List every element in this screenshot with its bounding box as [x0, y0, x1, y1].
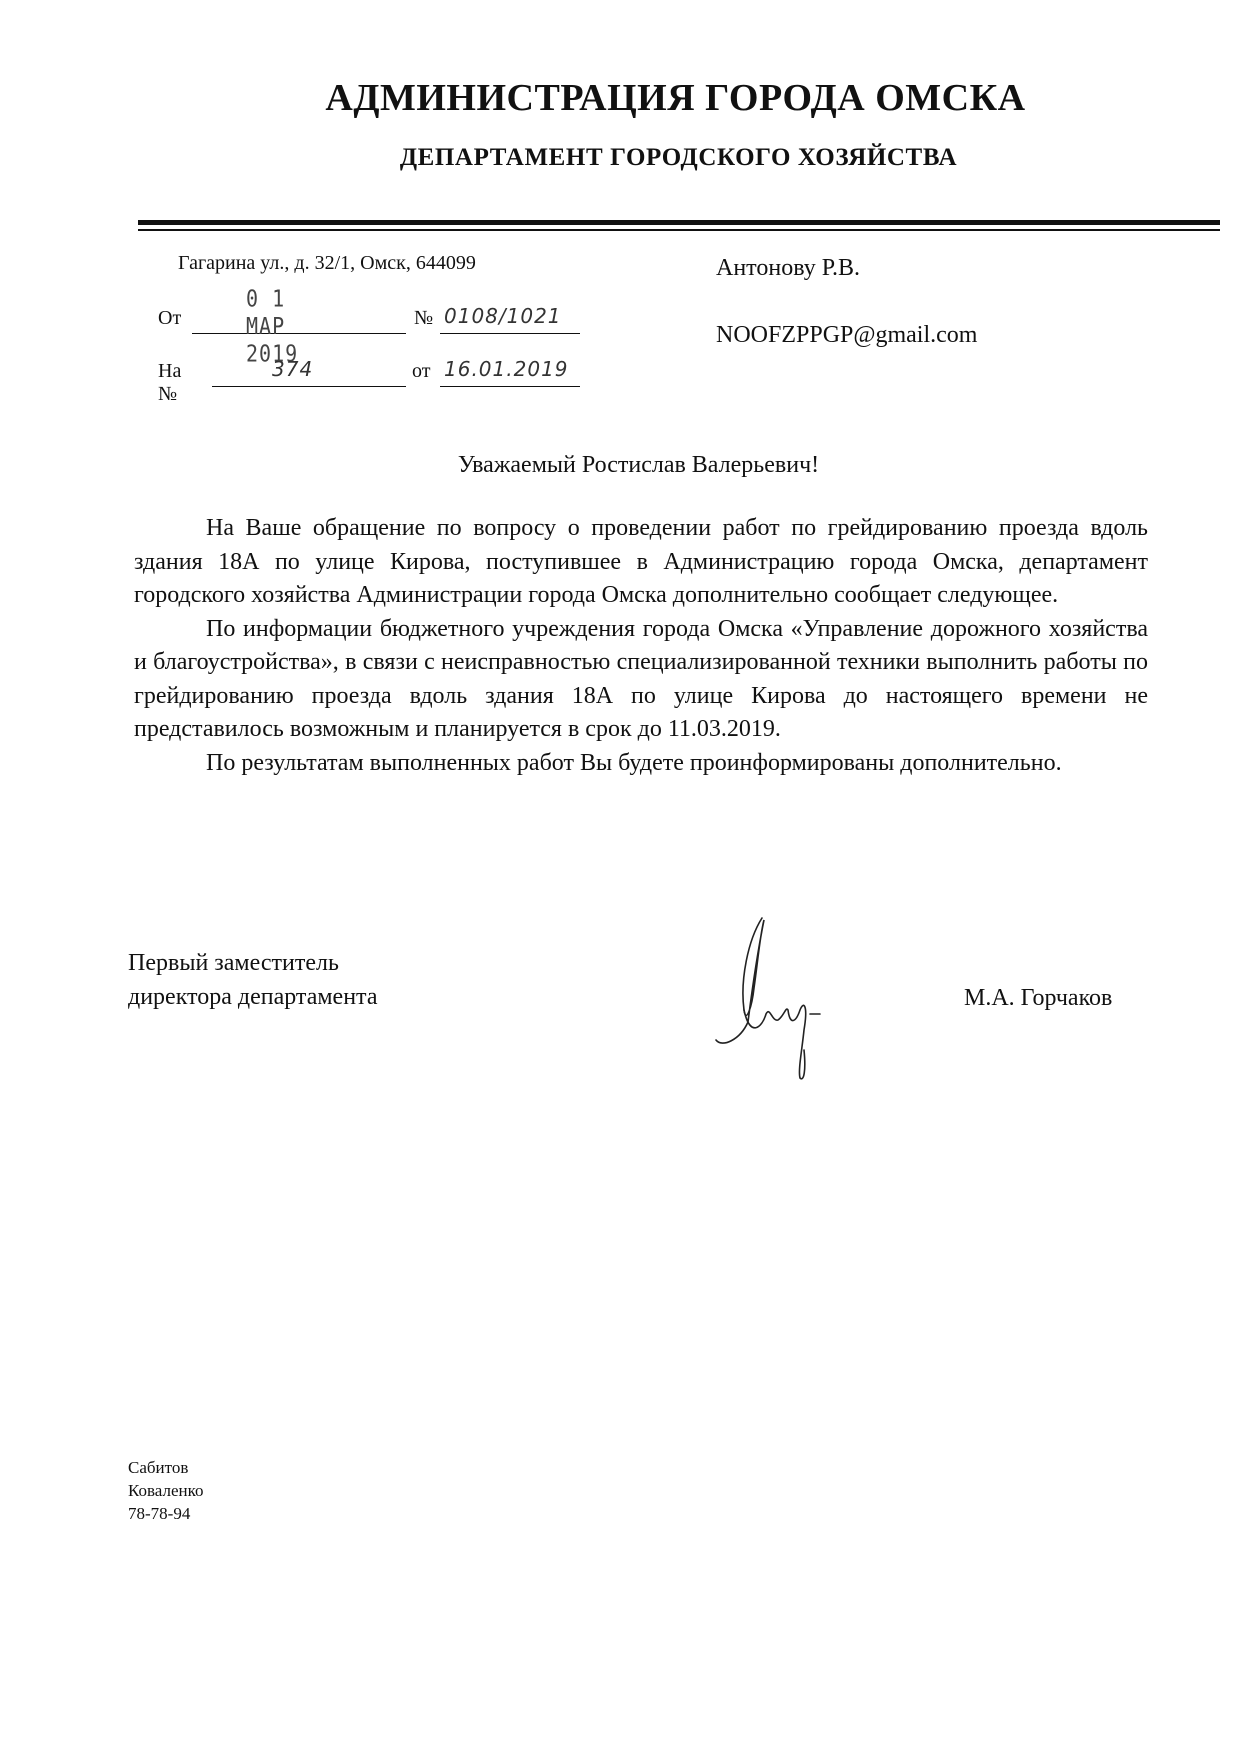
reply-to-label: На №: [158, 360, 182, 405]
position-line-2: директора департамента: [128, 984, 378, 1010]
executor-info: [128, 1456, 204, 1525]
letterhead-divider-thick: [138, 220, 1220, 225]
letterhead-title: АДМИНИСТРАЦИЯ ГОРОДА ОМСКА: [325, 77, 1026, 119]
executor-1: Сабитов: [128, 1458, 189, 1477]
signatory-position: [128, 946, 377, 1014]
position-line-1: Первый заместитель: [128, 950, 339, 976]
from-date-stamp: 0 1 МАР 2019: [246, 284, 299, 368]
greeting: Уважаемый Ростислав Валерьевич!: [457, 452, 820, 478]
outgoing-number: 0108/1021: [444, 304, 562, 328]
sender-address: Гагарина ул., д. 32/1, Омск, 644099: [178, 252, 476, 274]
handwritten-signature-icon: [700, 910, 850, 1090]
signatory-name: М.А. Горчаков: [964, 985, 1113, 1011]
paragraph-2: По информации бюджетного учреждения города Омска «Управление дорожного хозяйства и благоустройства», в связи с неисправностью специализированной техники выполнить работы по грейдированию проезда вдоль здания 18А по улице Кирова до настоящего времени не представилось возможным и планируется в срок до 11.03.2019.: [134, 615, 1148, 742]
reply-date: 16.01.2019: [444, 357, 569, 381]
reply-to-number: 374: [272, 357, 314, 381]
recipient-name: Антонову Р.В.: [716, 255, 861, 281]
recipient-email: NOOFZPPGP@gmail.com: [716, 322, 978, 348]
paragraph-1: На Ваше обращение по вопросу о проведении работ по грейдированию проезда вдоль здания 18А по улице Кирова, поступившее в Администрацию города Омска, департамент городского хозяйства Администрации города Омска дополнительно сообщает следующее.: [134, 515, 1148, 608]
letter-body: [134, 512, 1148, 780]
from-label: От: [158, 307, 182, 329]
letterhead-divider-thin: [138, 229, 1220, 231]
executor-2: Коваленко: [128, 1481, 204, 1500]
paragraph-3: По результатам выполненных работ Вы будете проинформированы дополнительно.: [206, 749, 1062, 776]
executor-phone: 78-78-94: [128, 1504, 191, 1523]
number-label: №: [414, 307, 434, 329]
reply-date-label: от: [412, 360, 431, 382]
letterhead-subtitle: ДЕПАРТАМЕНТ ГОРОДСКОГО ХОЗЯЙСТВА: [399, 144, 958, 171]
from-date-underline: [192, 307, 406, 334]
